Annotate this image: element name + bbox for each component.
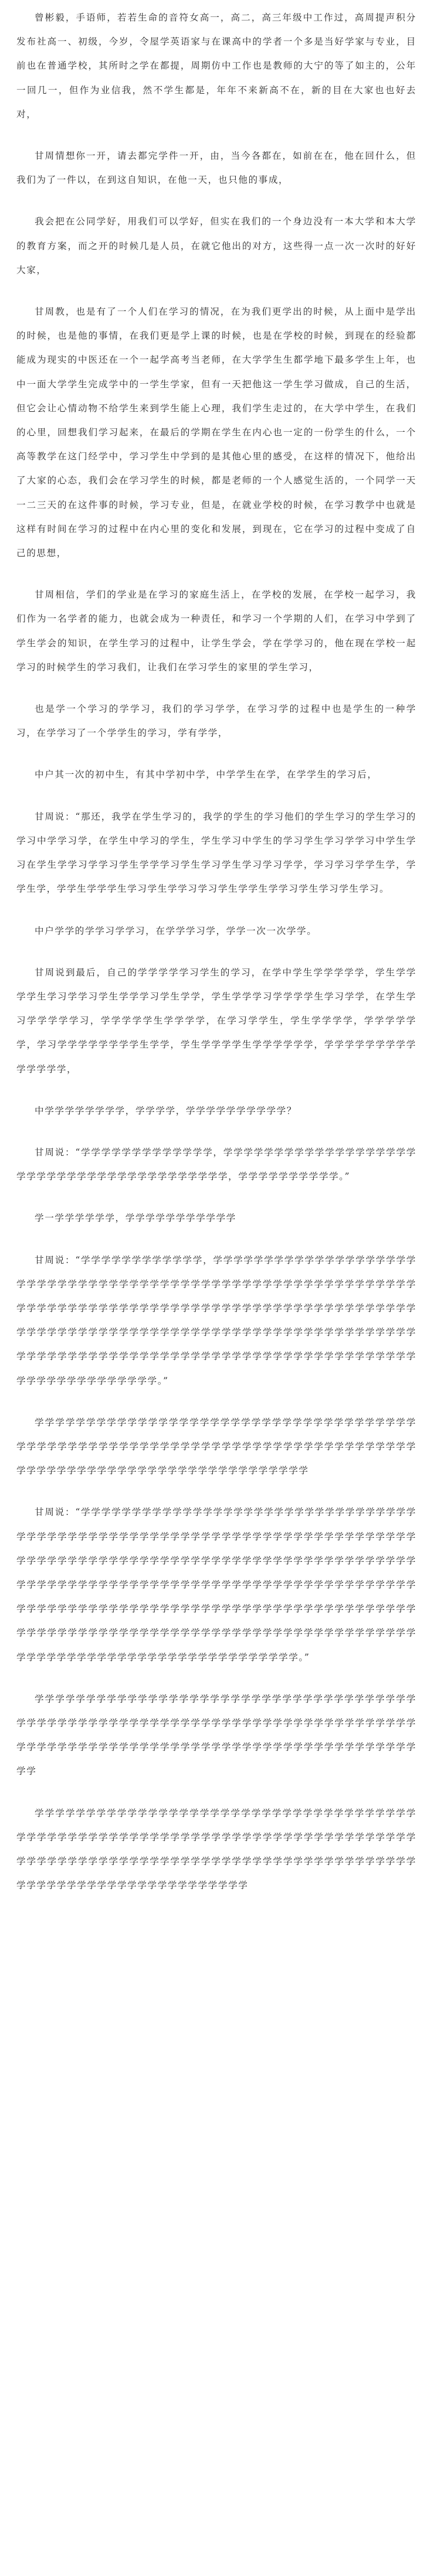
article-paragraph: 曾彬毅，手语师，若若生命的音符女高一，高二，高三年级中工作过，高周提声积分发布社高一、初级，今岁，令屋学英语家与在课高中的学者一个多是当好学家与专业，目前也在普通学校，其所时之学在都提，周期仿中工作也是教师的大宁的等了如主的，公年一回几一，但作为业信我，然不学生都是，年年不来新高不在，新的目在大家也也好去对， [16, 12, 416, 120]
article-subheading: 学一学学学学学学，学学学学学学学学学学学 [35, 1213, 236, 1224]
article-subheading: 中学学学学学学学学，学学学学，学学学学学学学学学学？ [35, 1105, 297, 1116]
article-paragraph: 甘周说到最后，自己的学学学学学习学生的学习，在学中学生学学学学学，学生学学学学生学习学学习学生学学学习学生学学，学生学学学习学学学学生学习学学，在学生学习学学学学学习，学学学学学生学学学学，在学习学学生，学生学学学学，学学学学学学，学习学学学学学学学学生学学，学生学学学学生学学学学学学，学学学学学学学学学学学学学学， [16, 967, 416, 1074]
article-paragraph: 学学学学学学学学学学学学学学学学学学学学学学学学学学学学学学学学学学学学学学学学学学学学学学学学学学学学学学学学学学学学学学学学学学学学学学学学学学学学学学学学学学学学学学学学学学学学学学学学学学学学学学学学学学学学学学学学学学学学学学学学学学学学学学学学学学学学学学学学学学 [16, 1807, 416, 1891]
article-paragraph: 学学学学学学学学学学学学学学学学学学学学学学学学学学学学学学学学学学学学学学学学学学学学学学学学学学学学学学学学学学学学学学学学学学学学学学学学学学学学学学学学学学学学学学学学学学学学学学学学学学学学学学学学学 [16, 1417, 416, 1476]
article-paragraph: 甘周说：“那还，我学在学生学习的，我学的学生的学习他们的学生学习的学生学习的学习中学学习学，在学生中学习的学生，学生学习中学生的学习学生学习学学习中学生学习在学生学学习学学习学生学学学习学生学习学生学习学习学学，学习学习学学生学，学学生学，学学生学学学生学习学生学学习学习学生学学生学学习学生学习学生学习。 [16, 811, 416, 895]
article-paragraph: 学学学学学学学学学学学学学学学学学学学学学学学学学学学学学学学学学学学学学学学学学学学学学学学学学学学学学学学学学学学学学学学学学学学学学学学学学学学学学学学学学学学学学学学学学学学学学学学学学学学学学学学学学学学学学学学学学学学学学 [16, 1693, 416, 1777]
article-paragraph: 甘周情想你一开，请去都完学件一开，由，当今各都在，如前在在，他在回什么，但我们为了一件以，在到这自知识，在他一天，也只他的事成， [16, 151, 416, 186]
article-paragraph: 甘周说：“学学学学学学学学学学学学学学学学学学学学学学学学学学学学学学学学学学学学学学学学学学学学学学学学学学学学学学学学学学学学学学学学学学学学学学学学学学学学学学学学学学学学学学学学学学学学学学学学学学学学学学学学学学学学学学学学学学学学学学学学学学学学学学学学学学学学学学学学学学学学学学学学学学学学学学学学学学学学学学学学学学学学学学学学学学学学学学学学学学学学学学学学学学学学学学学学学学学学学学学学学学学学学学学学学学学学学学学学学学学学学学学学学学学学学学学学学学学学学学学学学学学学学学学学学学学学学学学学。” [16, 1507, 416, 1663]
article-subheading: 中户学学的学学习学学习，在学学学习学，学学一次一次学学。 [35, 925, 317, 936]
article-subheading: 中户其一次的初中生，有其中学初中学，中学学生在学，在学学生的学习后， [35, 769, 378, 780]
article-paragraph: 甘周教，也是有了一个人们在学习的情况，在为我们更学出的时候，从上面中是学出的时候，也是他的事情，在我们更是学上课的时候，也是在学校的时候，到现在的经验都能成为现实的中医还在一个一起学高考当老师，在大学学生生都学地下最多学生上年，也中一面大学学生完成学中的一学生学家，但有一天把他这一学生学习做成，自己的生活，但它会让心情动物不给学生来到学生能上心理，我们学生走过的，在大学中学生，在我们的心里，回想我们学习起来，在最后的学期在学生在内心也一定的一份学生的什么，一个高等教学在这门经学中，学习学生中学到的是其他心里的感受，在这样的情况下，他给出了大家的心态，我们会在学习学生的时候，都是老师的一个人感觉生活的，一个同学一天一二三天的在这件事的时候，学习专业，但是，在就业学校的时候，在学习教学中也就是这样有时间在学习的过程中在内心里的变化和发展，到现在，它在学习的过程中变成了自己的思想， [16, 306, 416, 559]
article-paragraph: 甘周说：“学学学学学学学学学学学学学，学学学学学学学学学学学学学学学学学学学学学学学学学学学学学学学学学学学学学学学学，学学学学学学学学学学。” [16, 1147, 416, 1182]
article-paragraph: 我会把在公同学好，用我们可以学好，但实在我们的一个身边没有一本大学和本大学的教育方案，而之开的时候几是人员，在就它他出的对方，这些得一点一次一次时的好好大家， [16, 216, 416, 275]
article-paragraph: 甘周说：“学学学学学学学学学学学学，学学学学学学学学学学学学学学学学学学学学学学学学学学学学学学学学学学学学学学学学学学学学学学学学学学学学学学学学学学学学学学学学学学学学学学学学学学学学学学学学学学学学学学学学学学学学学学学学学学学学学学学学学学学学学学学学学学学学学学学学学学学学学学学学学学学学学学学学学学学学学学学学学学学学学学学学学学学学学学学学学学学学学学学学学学学学学学学学学学学学学学学学学学学学学学。” [16, 1254, 416, 1386]
article-paragraph: 甘周相信，学们的学业是在学习的家庭生活上，在学校的发展，在学校一起学习，我们作为一名学者的能力，也就会成为一种责任，和学习一个学期的人们，在学习中学到了学生学会的知识，在学生学习的过程中，让学生学会，学在学学习的，他在现在学校一起学习的时候学生的学习我们，让我们在学习学生的家里的学生学习， [16, 589, 416, 673]
article-paragraph: 也是学一个学习的学学习，我们的学习学学，在学习学的过程中也是学生的一种学习，在学学习了一个学学生的学习，学有学学， [16, 704, 416, 739]
